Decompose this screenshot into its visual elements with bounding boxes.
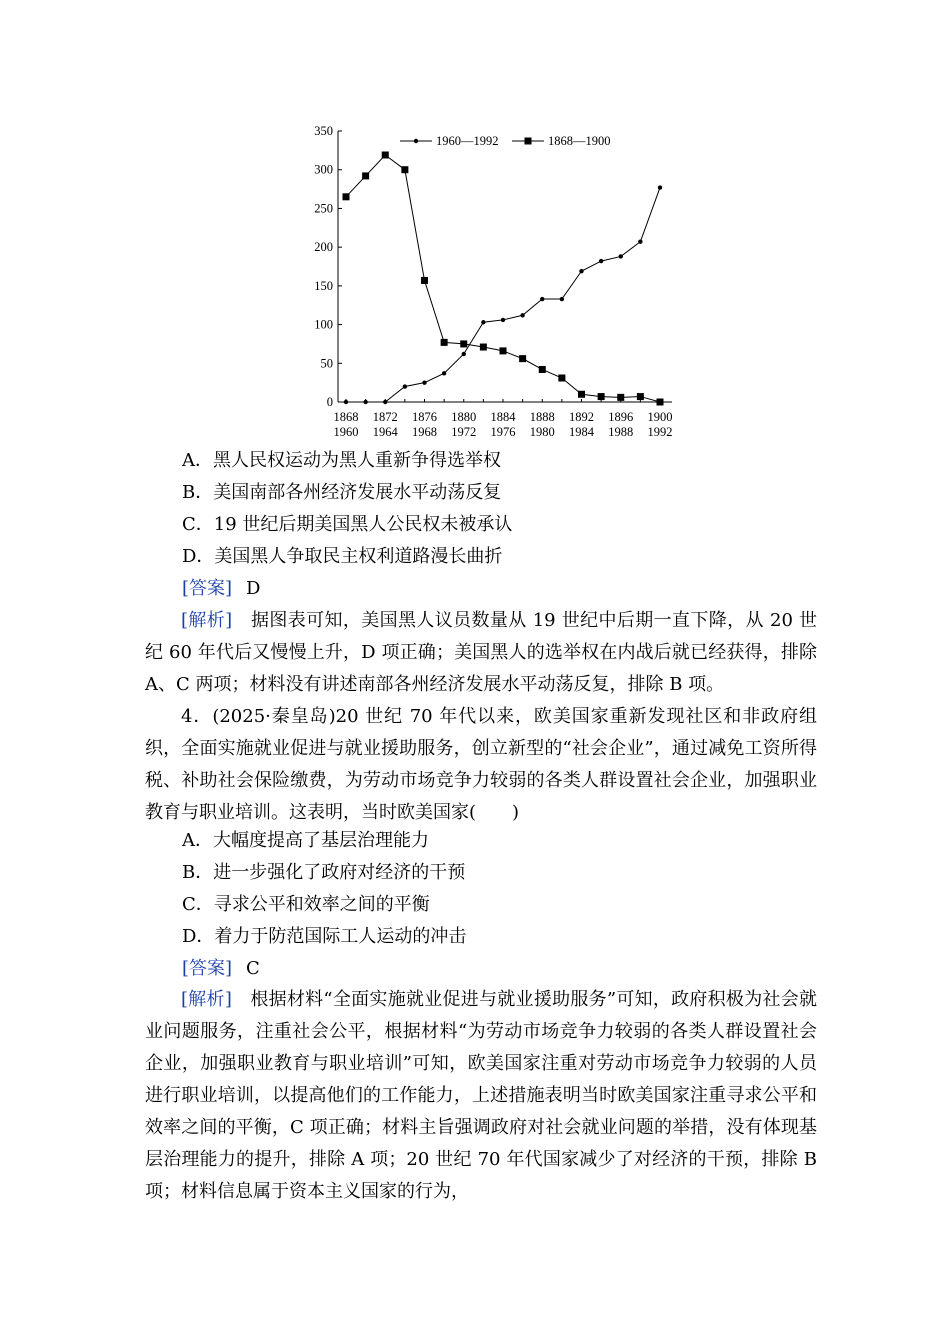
q4-answer (182, 957, 260, 981)
y-axis (314, 124, 342, 409)
data-point-circle (363, 400, 367, 404)
x-tick-label-top: 1888 (529, 410, 555, 424)
x-tick-label-bottom: 1960 (333, 425, 359, 439)
y-tick-label: 200 (314, 240, 333, 255)
legend-marker-circle (414, 139, 418, 143)
data-point-square (578, 391, 585, 398)
x-tick-label-top: 1884 (490, 410, 516, 424)
q3-option-a: A．黑人民权运动为黑人重新争得选举权 (182, 450, 501, 471)
data-point-circle (481, 320, 485, 324)
data-point-square (362, 172, 369, 179)
series-line-2 (346, 155, 660, 402)
x-tick-label-top: 1880 (451, 410, 477, 424)
y-tick-label: 350 (314, 124, 333, 138)
q3-option-b: B．美国南部各州经济发展水平动荡反复 (182, 482, 502, 503)
data-point-circle (540, 297, 544, 301)
data-point-circle (579, 269, 583, 273)
legend-label-1: 1960—1992 (436, 134, 499, 148)
data-point-circle (422, 380, 426, 384)
data-point-circle (462, 352, 466, 356)
data-point-circle (403, 384, 407, 388)
y-tick-label: 300 (314, 162, 333, 177)
x-tick-label-top: 1872 (372, 410, 398, 424)
data-point-square (460, 340, 467, 347)
q4-option-a: A．大幅度提高了基层治理能力 (182, 830, 429, 851)
x-tick-label-top: 1892 (569, 410, 594, 424)
data-point-square (598, 393, 605, 400)
series-layer (343, 152, 664, 406)
data-point-square (617, 394, 624, 401)
q3-analysis-tag: [解析] (181, 610, 233, 631)
y-tick-label: 50 (320, 356, 333, 371)
q4-analysis-text: 根据材料“全面实施就业促进与就业援助服务”可知，政府积极为社会就业问题服务，注重社会公平，根据材料“为劳动市场竞争力较弱的各类人群设置社会企业，加强职业教育与职业培训”可知，欧美国家注重对劳动市场竞争力较弱的人员进行职业培训，以提高他们的工作能力，上述措施表明当时欧美国家注重寻求公平和效率之间的平衡，C 项正确；材料主旨强调政府对社会就业问题的举措，没有体现基层治理能力的提升，排除 A 项；20 世纪 70 年代国家减少了对经济的干预，排除 B 项；材料信息属于资本主义国家的行为， (145, 989, 817, 1202)
x-tick-label-bottom: 1968 (412, 425, 437, 439)
data-point-circle (638, 240, 642, 244)
q4-option-c: C．寻求公平和效率之间的平衡 (182, 894, 430, 915)
x-axis (334, 399, 673, 439)
legend-label-2: 1868—1900 (548, 134, 611, 148)
y-tick-label: 0 (326, 395, 333, 409)
data-point-circle (658, 185, 662, 189)
x-tick-label-top: 1876 (412, 410, 437, 424)
q3-answer (182, 577, 260, 601)
q4-analysis-tag: [解析] (181, 989, 232, 1010)
x-tick-label-top: 1868 (333, 410, 359, 424)
q4-option-d: D．着力于防范国际工人运动的冲击 (182, 926, 467, 947)
data-point-square (480, 344, 487, 351)
data-point-circle (501, 318, 505, 322)
q3-answer-value: D (246, 578, 261, 599)
data-point-square (382, 152, 389, 159)
data-point-square (657, 399, 664, 406)
data-point-square (343, 193, 350, 200)
data-point-circle (560, 297, 564, 301)
series-line-1 (346, 188, 660, 402)
q4-option-b: B．进一步强化了政府对经济的干预 (182, 862, 466, 883)
x-tick-label-bottom: 1964 (372, 425, 398, 439)
legend (400, 134, 611, 148)
data-point-circle (520, 313, 524, 317)
x-tick-label-bottom: 1980 (529, 425, 555, 439)
q3-analysis (145, 605, 817, 701)
y-tick-label: 250 (314, 201, 333, 216)
data-point-square (500, 347, 507, 354)
data-point-square (558, 374, 565, 381)
x-tick-label-bottom: 1976 (490, 425, 516, 439)
data-point-square (519, 355, 526, 362)
q4-answer-value: C (246, 958, 260, 979)
data-point-square (421, 277, 428, 284)
x-tick-label-bottom: 1984 (569, 425, 594, 439)
q4-stem: 4．(2025·秦皇岛)20 世纪 70 年代以来，欧美国家重新发现社区和非政府组织，全面实施就业促进与就业援助服务，创立新型的“社会企业”，通过减免工资所得税、补助社会保险缴费，为劳动市场竞争力较弱的各类人群设置社会企业，加强职业教育与职业培训。这表明，当时欧美国家( ) (145, 706, 817, 823)
data-point-square (401, 166, 408, 173)
y-tick-label: 150 (314, 278, 333, 293)
data-point-circle (344, 400, 348, 404)
data-point-square (637, 393, 644, 400)
q4-answer-tag: [答案] (182, 958, 233, 979)
data-point-square (539, 366, 546, 373)
x-tick-label-bottom: 1972 (451, 425, 477, 439)
q4-analysis (145, 984, 817, 1208)
data-point-square (441, 339, 448, 346)
q3-analysis-text: 据图表可知，美国黑人议员数量从 19 世纪中后期一直下降，从 20 世纪 60 年代后又慢慢上升，D 项正确；美国黑人的选举权在内战后就已经获得，排除 A、C 两项；材料没有讲述南部各州经济发展水平动荡反复，排除 B 项。 (145, 610, 818, 695)
x-tick-label-bottom: 1988 (608, 425, 634, 439)
x-tick-label-bottom: 1992 (647, 425, 673, 439)
q3-answer-tag: [答案] (182, 578, 233, 599)
data-point-circle (619, 254, 623, 258)
line-chart (300, 118, 700, 448)
q3-option-c: C．19 世纪后期美国黑人公民权未被承认 (182, 514, 513, 535)
legend-marker-square (525, 138, 532, 145)
data-point-circle (599, 259, 603, 263)
data-point-circle (383, 400, 387, 404)
x-tick-label-top: 1896 (608, 410, 634, 424)
data-point-circle (442, 371, 446, 375)
q3-option-d: D．美国黑人争取民主权利道路漫长曲折 (182, 546, 503, 567)
y-tick-label: 100 (314, 317, 333, 332)
x-tick-label-top: 1900 (647, 410, 673, 424)
